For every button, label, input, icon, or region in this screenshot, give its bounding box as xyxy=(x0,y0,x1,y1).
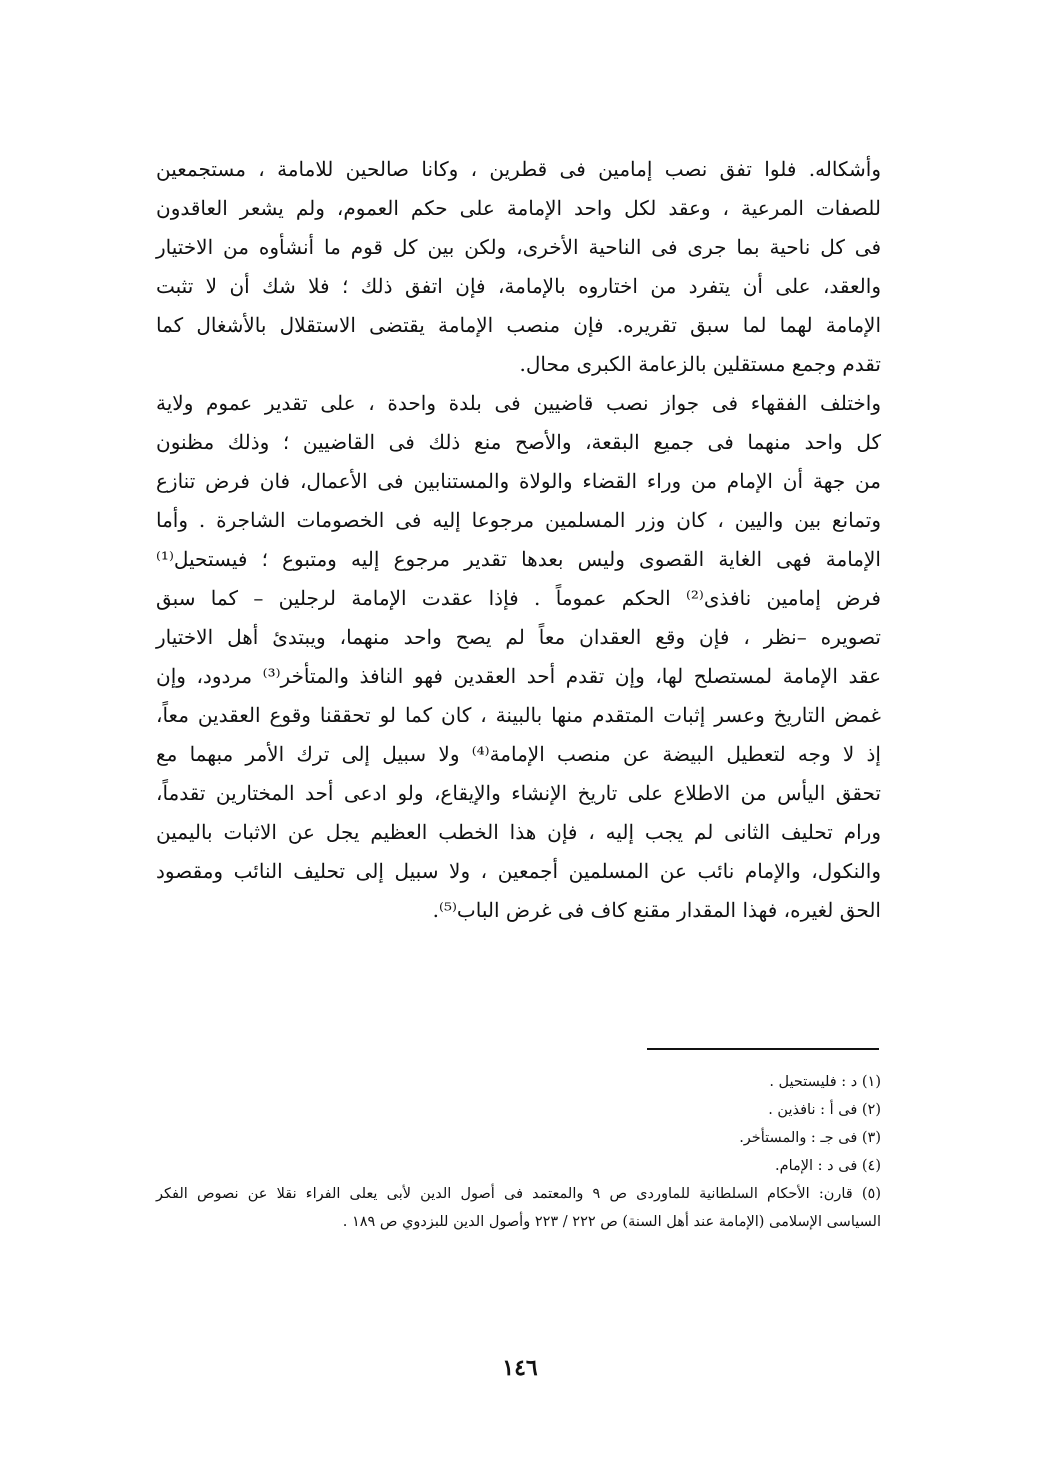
main-text xyxy=(156,150,881,930)
footnote: (٤) فى د : الإمام. xyxy=(775,1158,881,1174)
text-line: من جهة أن الإمام من وراء القضاء والولاة والمستنابين فى الأعمال، فان فرض تنازع xyxy=(156,469,881,493)
footnote: (٥) قارن: الأحكام السلطانية للماوردى ص ٩ والمعتمد فى أصول الدين لأبى يعلى الفراء نقلا عن نصوص الفكر xyxy=(156,1186,881,1202)
footnote: السياسى الإسلامى (الإمامة عند أهل السنة) ص ٢٢٢ / ٢٢٣ وأصول الدين للبزدوي ص ١٨٩ . xyxy=(342,1214,881,1230)
text-line: الحق لغيره، فهذا المقدار مقنع كاف فى غرض الباب⁽⁵⁾. xyxy=(432,898,881,922)
footnotes xyxy=(156,1068,881,1236)
text-line: تصويره –نظر ، فإن وقع العقدان معاً لم يصح واحد منهما، ويبتدئ أهل الاختيار xyxy=(156,625,881,649)
text-line: إذ لا وجه لتعطيل البيضة عن منصب الإمامة⁽⁴⁾ ولا سبيل إلى ترك الأمر مبهما مع xyxy=(156,742,881,766)
text-line: كل واحد منهما فى جميع البقعة، والأصح منع ذلك فى القاضيين ؛ وذلك مظنون xyxy=(156,430,881,454)
text-line: والعقد، على أن يتفرد من اختاروه بالإمامة، فإن اتفق ذلك ؛ فلا شك أن لا تثبت xyxy=(156,274,881,298)
text-line: تقدم وجمع مستقلين بالزعامة الكبرى محال. xyxy=(519,352,881,376)
footnote: (٣) فى جـ : والمستأخر. xyxy=(739,1130,881,1146)
text-line: وأشكاله. فلوا تفق نصب إمامين فى قطرين ، وكانا صالحين للامامة ، مستجمعين xyxy=(156,157,881,181)
text-line: فى كل ناحية بما جرى فى الناحية الأخرى، ولكن بين كل قوم ما أنشأوه من الاختيار xyxy=(156,235,881,259)
text-line: للصفات المرعية ، وعقد لكل واحد الإمامة على حكم العموم، ولم يشعر العاقدون xyxy=(156,196,881,220)
footnote-separator xyxy=(647,1048,879,1050)
footnote: (٢) فى أ : نافذين . xyxy=(768,1102,881,1118)
text-line: واختلف الفقهاء فى جواز نصب قاضيين فى بلدة واحدة ، على تقدير عموم ولاية xyxy=(156,391,881,415)
text-line: فرض إمامين نافذى⁽²⁾ الحكم عموماً . فإذا عقدت الإمامة لرجلين – كما سبق xyxy=(156,586,881,610)
page-number: ١٤٦ xyxy=(502,1355,538,1381)
text-line: الإمامة فهى الغاية القصوى وليس بعدها تقدير مرجوع إليه ومتبوع ؛ فيستحيل⁽¹⁾ xyxy=(156,547,881,571)
footnote: (١) د : فليستحيل . xyxy=(769,1074,881,1090)
text-line: والنكول، والإمام نائب عن المسلمين أجمعين ، ولا سبيل إلى تحليف النائب ومقصود xyxy=(156,859,881,883)
text-line: غمض التاريخ وعسر إثبات المتقدم منها بالبينة ، كان كما لو تحققنا وقوع العقدين معاً، xyxy=(156,703,881,727)
text-line: وتمانع بين واليين ، كان وزر المسلمين مرجوعا إليه فى الخصومات الشاجرة . وأما xyxy=(156,508,881,532)
text-line: ورام تحليف الثانى لم يجب إليه ، فإن هذا الخطب العظيم يجل عن الاثبات باليمين xyxy=(156,820,881,844)
text-line: تحقق اليأس من الاطلاع على تاريخ الإنشاء والإيقاع، ولو ادعى أحد المختارين تقدماً، xyxy=(156,781,881,805)
text-line: الإمامة لهما لما سبق تقريره. فإن منصب الإمامة يقتضى الاستقلال بالأشغال كما xyxy=(156,313,881,337)
text-line: عقد الإمامة لمستصلح لها، وإن تقدم أحد العقدين فهو النافذ والمتأخر⁽³⁾ مردود، وإن xyxy=(156,664,881,688)
